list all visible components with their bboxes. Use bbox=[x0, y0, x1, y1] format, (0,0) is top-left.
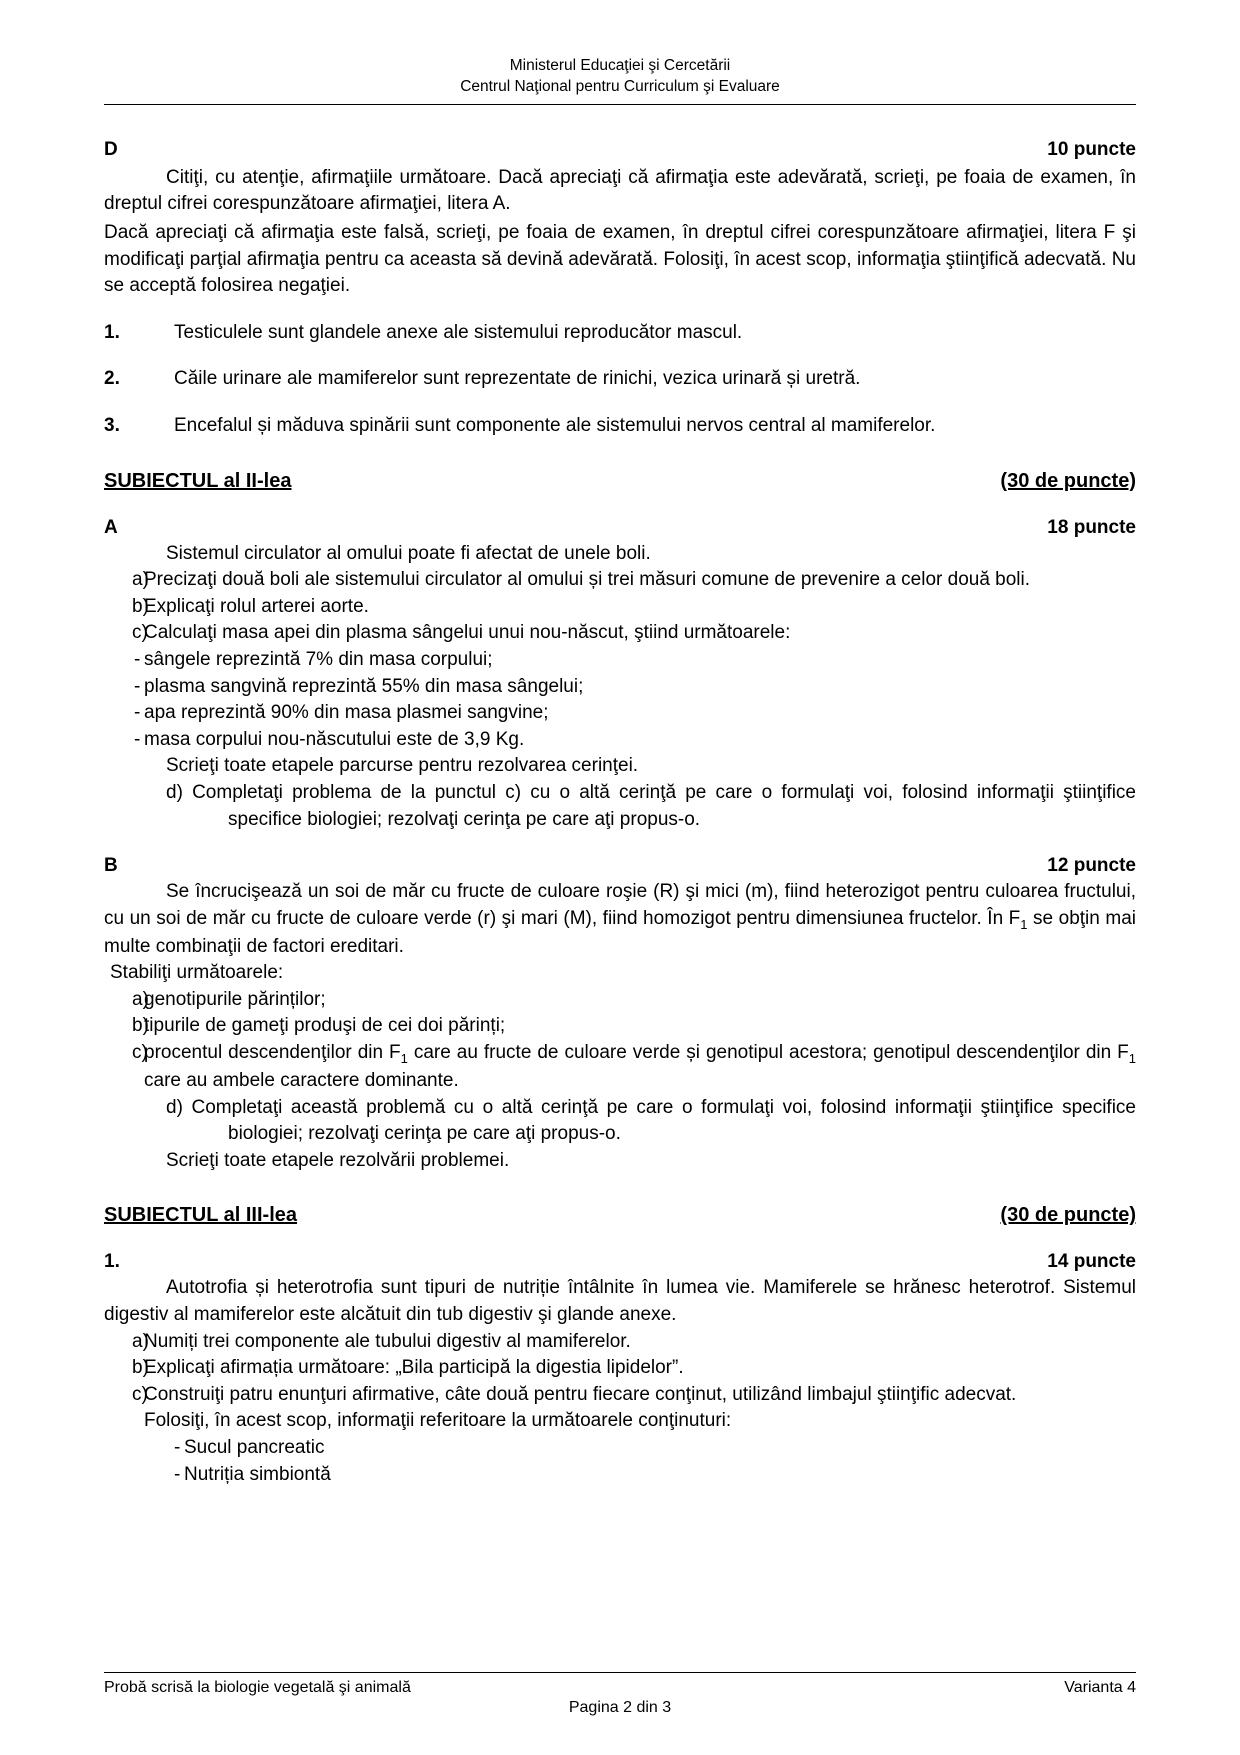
section-d-item-3 bbox=[104, 413, 1136, 440]
list-item bbox=[104, 1013, 1136, 1040]
list-item bbox=[104, 1355, 1136, 1382]
subject-2-a-note: Scrieţi toate etapele parcurse pentru rezolvarea cerinţei. bbox=[166, 755, 639, 777]
header-divider bbox=[104, 104, 1136, 105]
subject-3-item1-head bbox=[104, 1251, 1136, 1273]
subject-2-b-item-d: d) Completaţi această problemă cu o altă cerinţă pe care o formulaţi voi, folosind informaţii ştiinţifice specifice biologiei; rezolvaţi cerinţa pe care aţi propus-o. bbox=[166, 1096, 1136, 1145]
item-text: Căile urinare ale mamiferelor sunt reprezentate de rinichi, vezica urinară și uretră. bbox=[174, 368, 861, 390]
list-marker: - bbox=[174, 1463, 181, 1485]
item-c-part3: care au ambele caractere dominante. bbox=[144, 1070, 459, 1092]
subject-2-b-intro-part2: se obţin mai multe combinaţii de factori ereditari. bbox=[104, 907, 1136, 957]
list-text: masa corpului nou-născutului este de 3,9 Kg. bbox=[144, 728, 525, 750]
list-marker: - bbox=[134, 728, 141, 750]
list-marker: b) bbox=[132, 1357, 149, 1379]
list-text: Explicaţi afirmația următoare: „Bila participă la digestia lipidelor”. bbox=[144, 1357, 684, 1379]
header-ministry: Ministerul Educaţiei şi Cercetării bbox=[509, 57, 731, 74]
list-item bbox=[104, 620, 1136, 647]
list-marker: c) bbox=[132, 622, 148, 644]
list-subitem bbox=[104, 1435, 1136, 1462]
list-item bbox=[104, 594, 1136, 621]
section-d-item-1 bbox=[104, 320, 1136, 347]
subject-2-a-item-d: d) Completaţi problema de la punctul c) cu o altă cerinţă pe care o formulaţi voi, folosind informaţii ştiinţifice specifice biologiei; rezolvaţi cerinţa pe care aţi propus-o. bbox=[166, 781, 1136, 830]
list-item bbox=[104, 700, 1136, 727]
subject-3-heading bbox=[104, 1204, 1136, 1227]
list-item-c bbox=[104, 1040, 1136, 1095]
list-marker: - bbox=[174, 1437, 181, 1458]
subject-2-b-intro-part1: Se încrucişează un soi de măr cu fructe de culoare roşie (R) şi mici (m), fiind heterozigot pentru culoarea fructului, cu un soi de măr cu fructe de culoare verde (r) şi mari (M), fiind homozigot pentru dimensiunea fructelor. În F bbox=[104, 881, 1136, 929]
subject-2-a-label: A bbox=[104, 516, 118, 538]
footer-left: Probă scrisă la biologie vegetală şi animală bbox=[104, 1679, 411, 1696]
item-c-sub1: 1 bbox=[400, 1050, 408, 1066]
section-d-points: 10 puncte bbox=[1047, 138, 1136, 160]
list-text: Nutriția simbiontă bbox=[184, 1463, 331, 1485]
item-text: Encefalul și măduva spinării sunt componente ale sistemului nervos central al mamiferelor. bbox=[174, 415, 936, 436]
subject-2-b-head bbox=[104, 855, 1136, 877]
list-item bbox=[104, 647, 1136, 674]
section-d-item-2 bbox=[104, 366, 1136, 393]
subject-3-folositi-row bbox=[104, 1408, 1136, 1435]
list-text: apa reprezintă 90% din masa plasmei sangvine; bbox=[144, 702, 549, 724]
list-item bbox=[104, 674, 1136, 701]
document-footer bbox=[104, 1672, 1136, 1717]
list-text: Calculaţi masa apei din plasma sângelui unui nou-născut, ştiind următoarele: bbox=[144, 622, 791, 644]
section-d-intro-1: Citiţi, cu atenţie, afirmaţiile următoare. Dacă apreciaţi că afirmaţia este adevărată, scrieţi, pe foaia de examen, în dreptul cifrei corespunzătoare afirmaţiei, litera A. bbox=[104, 166, 1136, 215]
subject-2-b-points: 12 puncte bbox=[1047, 855, 1136, 877]
list-text: plasma sangvină reprezintă 55% din masa sângelui; bbox=[144, 675, 584, 697]
subject-3-item1-points: 14 puncte bbox=[1047, 1251, 1136, 1273]
subject-3-folositi: Folosiţi, în acest scop, informaţii referitoare la următoarele conţinuturi: bbox=[144, 1410, 732, 1432]
item-number: 2. bbox=[104, 368, 120, 390]
list-text: Construiţi patru enunţuri afirmative, câte două pentru fiecare conţinut, utilizând limbajul ştiinţific adecvat. bbox=[144, 1383, 1017, 1405]
list-marker: - bbox=[134, 648, 141, 670]
list-marker: a) bbox=[132, 569, 149, 591]
list-marker-empty bbox=[104, 1408, 144, 1435]
subject-2-a-list bbox=[104, 567, 1136, 753]
list-text: genotipurile părinților; bbox=[144, 988, 326, 1010]
list-item bbox=[104, 1382, 1136, 1409]
footer-right: Varianta 4 bbox=[1064, 1679, 1136, 1696]
list-text: Precizaţi două boli ale sistemului circulator al omului și trei măsuri comune de prevenire a celor două boli. bbox=[144, 569, 1031, 591]
section-d-head bbox=[104, 139, 1136, 161]
list-marker: c) bbox=[132, 1042, 148, 1064]
subject-3-points: (30 de puncte) bbox=[1000, 1204, 1136, 1227]
list-text: Sucul pancreatic bbox=[184, 1437, 325, 1458]
header-center: Centrul Naţional pentru Curriculum şi Evaluare bbox=[460, 77, 780, 95]
subject-3-item1-list bbox=[104, 1329, 1136, 1489]
document-header bbox=[104, 56, 1136, 104]
item-c-part1: procentul descendenţilor din F bbox=[144, 1042, 401, 1064]
subject-3-title: SUBIECTUL al III-lea bbox=[104, 1204, 298, 1227]
subject-2-points: (30 de puncte) bbox=[1000, 469, 1136, 492]
section-d-intro-2: Dacă apreciaţi că afirmaţia este falsă, scrieţi, pe foaia de examen, în dreptul cifrei corespunzătoare afirmaţiei, litera F şi modificaţi parţial afirmaţia pentru ca aceasta să devină adevărată. Folosiţi, în acest scop, informaţia ştiinţifică adecvată. Nu se acceptă folosirea negaţiei. bbox=[104, 222, 1136, 297]
subject-2-b-intro bbox=[104, 879, 1136, 960]
subject-2-heading bbox=[104, 470, 1136, 493]
list-subitem bbox=[104, 1462, 1136, 1489]
list-text: tipurile de gameţi produşi de cei doi părinți; bbox=[144, 1015, 506, 1037]
item-c-sub2: 1 bbox=[1128, 1050, 1136, 1066]
subject-2-a-intro: Sistemul circulator al omului poate fi afectat de unele boli. bbox=[166, 542, 651, 564]
subject-2-a-points: 18 puncte bbox=[1047, 516, 1136, 538]
list-text bbox=[144, 1040, 1136, 1095]
item-c-part2: care au fructe de culoare verde și genotipul acestora; genotipul descendenţilor din F bbox=[407, 1042, 1129, 1064]
list-text: sângele reprezintă 7% din masa corpului; bbox=[144, 648, 493, 670]
subject-3-item1-label: 1. bbox=[104, 1251, 120, 1273]
subject-2-title: SUBIECTUL al II-lea bbox=[104, 469, 292, 492]
item-number: 1. bbox=[104, 321, 120, 343]
section-d-label: D bbox=[104, 138, 118, 160]
list-text: Numiți trei componente ale tubului digestiv al mamiferelor. bbox=[144, 1330, 631, 1352]
subject-2-b-intro-sub: 1 bbox=[1020, 916, 1028, 932]
list-item bbox=[104, 567, 1136, 594]
list-marker: b) bbox=[132, 1015, 149, 1037]
list-item bbox=[104, 1329, 1136, 1356]
subject-3-item1-intro: Autotrofia și heterotrofia sunt tipuri de nutriție întâlnite în lumea vie. Mamiferele se hrănesc heterotrof. Sistemul digestiv al mamiferelor este alcătuit din tub digestiv şi glande anexe. bbox=[104, 1277, 1136, 1326]
footer-divider bbox=[104, 1672, 1136, 1673]
list-item bbox=[104, 727, 1136, 754]
subject-2-b-label: B bbox=[104, 855, 118, 877]
subject-2-b-list bbox=[104, 987, 1136, 1095]
item-text: Testiculele sunt glandele anexe ale sistemului reproducător mascul. bbox=[174, 321, 743, 343]
subject-2-b-stabiliti: Stabiliţi următoarele: bbox=[110, 962, 284, 984]
item-number: 3. bbox=[104, 415, 120, 436]
subject-2-a-head bbox=[104, 517, 1136, 539]
footer-row bbox=[104, 1679, 1136, 1697]
subject-2-b-note: Scrieţi toate etapele rezolvării problemei. bbox=[166, 1149, 510, 1171]
list-marker: b) bbox=[132, 595, 149, 617]
list-item bbox=[104, 987, 1136, 1014]
list-marker: - bbox=[134, 702, 141, 724]
list-text: Explicaţi rolul arterei aorte. bbox=[144, 595, 369, 617]
list-marker: - bbox=[134, 675, 141, 697]
footer-page-number: Pagina 2 din 3 bbox=[568, 1699, 672, 1716]
list-marker: c) bbox=[132, 1383, 148, 1405]
list-marker: a) bbox=[132, 1330, 149, 1352]
list-marker: a) bbox=[132, 988, 149, 1010]
